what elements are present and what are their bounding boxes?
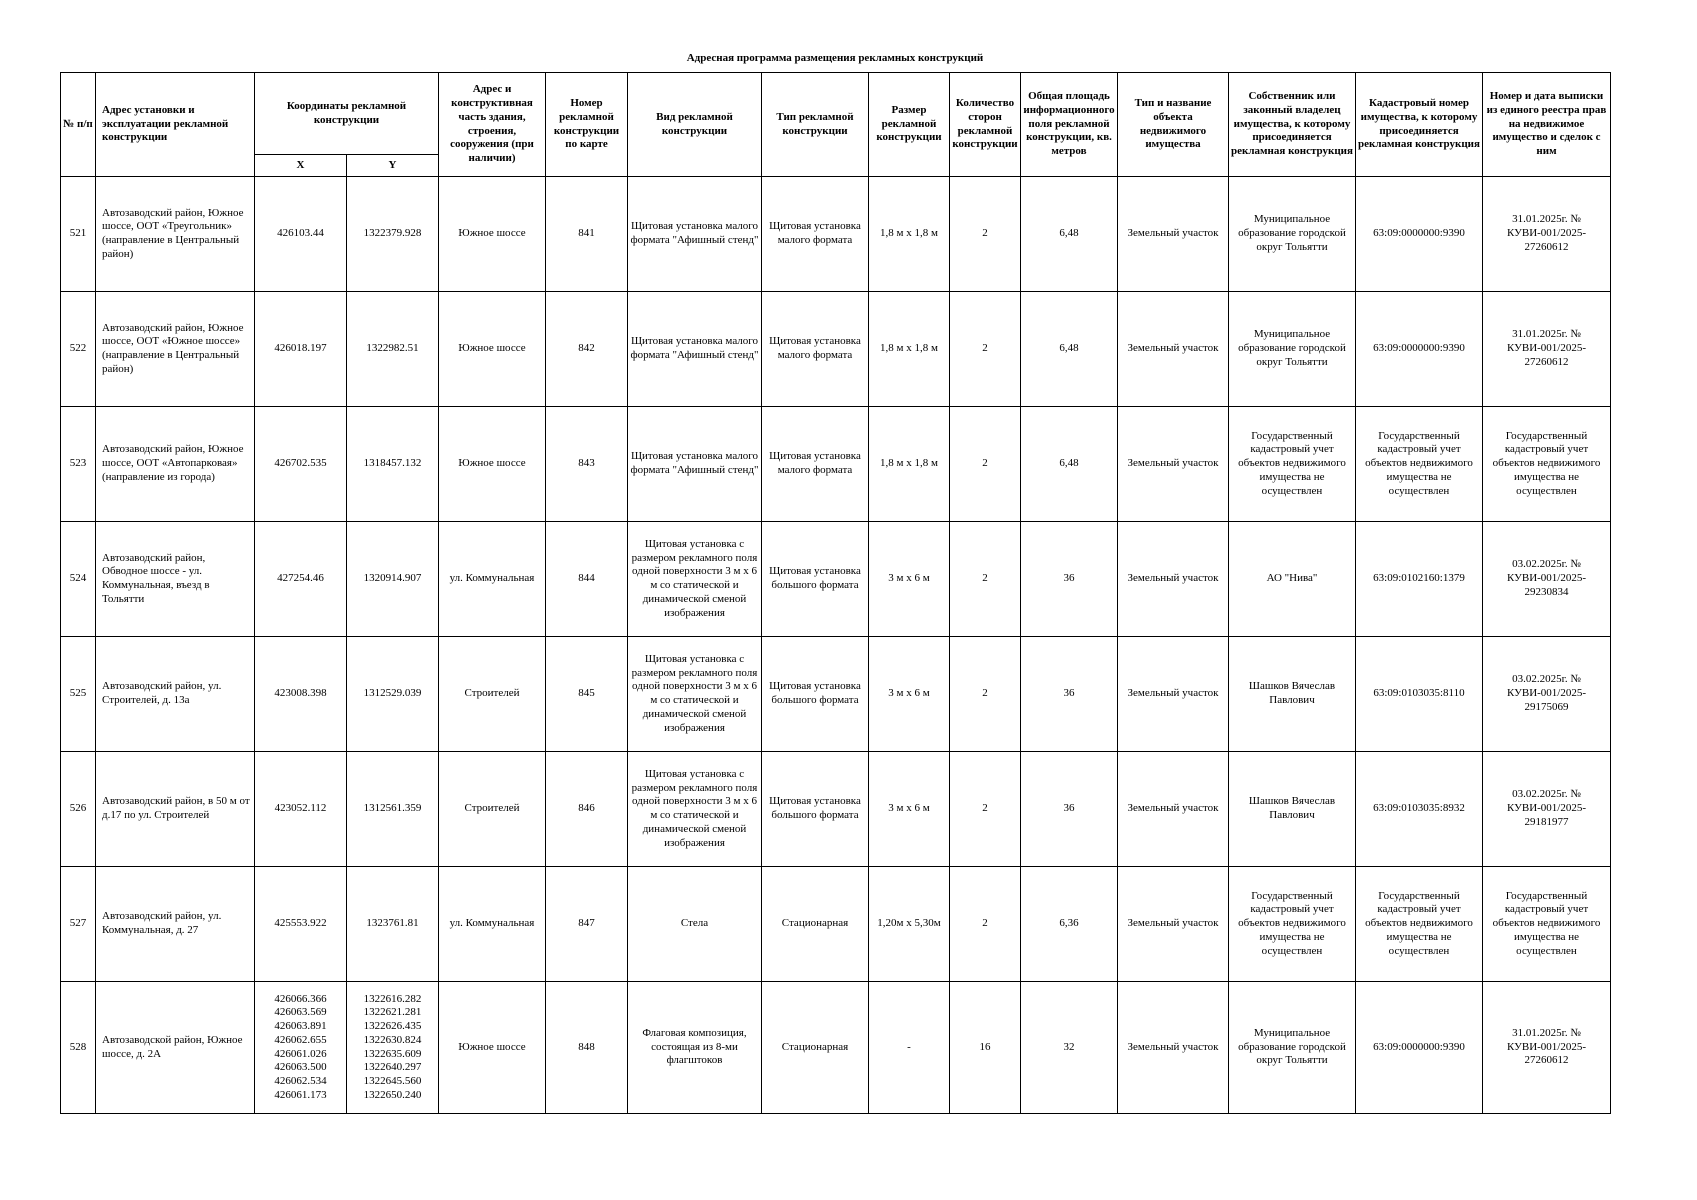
cell-cadastre: 63:09:0000000:9390	[1356, 982, 1483, 1114]
header-map-number: Номер рекламной конструкции по карте	[546, 73, 628, 177]
cell-owner: Муниципальное образование городской округ Тольятти	[1229, 982, 1356, 1114]
cell-num: 524	[61, 522, 96, 637]
cell-size: 1,8 м х 1,8 м	[869, 177, 950, 292]
coordinate-value: 1312529.039	[363, 687, 422, 700]
cell-x	[255, 867, 347, 982]
cell-cadastre: 63:09:0103035:8110	[1356, 637, 1483, 752]
coordinate-value: 426066.366	[274, 992, 327, 1005]
table-row	[61, 407, 1611, 522]
ad-program-table	[60, 72, 1611, 1114]
cell-x	[255, 407, 347, 522]
cell-object: Земельный участок	[1118, 982, 1229, 1114]
table-row	[61, 982, 1611, 1114]
cell-owner: Муниципальное образование городской округ Тольятти	[1229, 177, 1356, 292]
cell-map-number: 844	[546, 522, 628, 637]
cell-size: 3 м х 6 м	[869, 637, 950, 752]
cell-map-number: 848	[546, 982, 628, 1114]
cell-num: 521	[61, 177, 96, 292]
cell-size: 1,8 м х 1,8 м	[869, 292, 950, 407]
cell-sides: 2	[950, 522, 1021, 637]
cell-address: Автозаводский район, Южное шоссе, ООТ «Автопарковая» (направление из города)	[96, 407, 255, 522]
table-row	[61, 867, 1611, 982]
cell-building: Южное шоссе	[439, 292, 546, 407]
header-coords: Координаты рекламной конструкции	[255, 73, 439, 155]
cell-kind: Флаговая композиция, состоящая из 8-ми флагштоков	[628, 982, 762, 1114]
cell-num: 526	[61, 752, 96, 867]
cell-x	[255, 522, 347, 637]
cell-y	[347, 982, 439, 1114]
cell-object: Земельный участок	[1118, 407, 1229, 522]
cell-sides: 2	[950, 752, 1021, 867]
header-size: Размер рекламной конструкции	[869, 73, 950, 177]
cell-kind: Щитовая установка с размером рекламного поля одной поверхности 3 м х 6 м со статической и динамической сменой изображения	[628, 752, 762, 867]
cell-address: Автозаводской район, Южное шоссе, д. 2А	[96, 982, 255, 1114]
cell-type: Щитовая установка малого формата	[762, 407, 869, 522]
cell-area: 6,48	[1021, 292, 1118, 407]
header-address: Адрес установки и эксплуатации рекламной конструкции	[96, 73, 255, 177]
cell-map-number: 847	[546, 867, 628, 982]
coordinate-value: 423008.398	[274, 687, 327, 700]
cell-num: 527	[61, 867, 96, 982]
coordinate-value: 426018.197	[274, 342, 327, 355]
cell-address: Автозаводский район, в 50 м от д.17 по ул. Строителей	[96, 752, 255, 867]
cell-cadastre: 63:09:0103035:8932	[1356, 752, 1483, 867]
cell-x	[255, 982, 347, 1114]
coordinate-value: 1322640.297	[363, 1061, 422, 1074]
cell-cadastre: 63:09:0000000:9390	[1356, 177, 1483, 292]
cell-area: 36	[1021, 752, 1118, 867]
cell-building: Строителей	[439, 637, 546, 752]
coordinate-value: 426063.500	[274, 1061, 327, 1074]
table-row	[61, 637, 1611, 752]
coordinate-value: 1322982.51	[366, 342, 419, 355]
coordinate-value: 1320914.907	[363, 572, 422, 585]
coordinate-value: 1322379.928	[363, 227, 422, 240]
cell-y	[347, 292, 439, 407]
cell-building: ул. Коммунальная	[439, 522, 546, 637]
cell-type: Щитовая установка большого формата	[762, 752, 869, 867]
table-row	[61, 752, 1611, 867]
cell-object: Земельный участок	[1118, 292, 1229, 407]
coordinate-value: 426063.891	[274, 1020, 327, 1032]
header-cadastre: Кадастровый номер имущества, к которому присоединяется рекламная конструкция	[1356, 73, 1483, 177]
cell-object: Земельный участок	[1118, 867, 1229, 982]
cell-object: Земельный участок	[1118, 522, 1229, 637]
cell-address: Автозаводский район, ул. Коммунальная, д. 27	[96, 867, 255, 982]
cell-building: ул. Коммунальная	[439, 867, 546, 982]
cell-y	[347, 867, 439, 982]
header-object: Тип и название объекта недвижимого имущества	[1118, 73, 1229, 177]
cell-kind: Щитовая установка малого формата "Афишный стенд"	[628, 177, 762, 292]
coordinate-value: 426061.026	[274, 1047, 327, 1060]
cell-kind: Щитовая установка малого формата "Афишный стенд"	[628, 407, 762, 522]
document-title: Адресная программа размещения рекламных конструкций	[686, 52, 984, 64]
cell-kind: Щитовая установка с размером рекламного поля одной поверхности 3 м х 6 м со статической и динамической сменой изображения	[628, 522, 762, 637]
cell-object: Земельный участок	[1118, 177, 1229, 292]
cell-cadastre: 63:09:0102160:1379	[1356, 522, 1483, 637]
cell-area: 6,48	[1021, 177, 1118, 292]
cell-sides: 16	[950, 982, 1021, 1114]
cell-registry: 31.01.2025г. № КУВИ-001/2025-27260612	[1483, 292, 1611, 407]
cell-area: 36	[1021, 522, 1118, 637]
cell-map-number: 846	[546, 752, 628, 867]
cell-kind: Стела	[628, 867, 762, 982]
coordinate-value: 1312561.359	[363, 802, 422, 815]
coordinate-value: 426062.655	[274, 1033, 327, 1046]
coordinate-value: 425553.922	[274, 917, 327, 930]
cell-num: 523	[61, 407, 96, 522]
cell-type: Щитовая установка большого формата	[762, 637, 869, 752]
cell-cadastre: Государственный кадастровый учет объектов недвижимого имущества не осуществлен	[1356, 407, 1483, 522]
coordinate-value: 1322645.560	[363, 1075, 422, 1087]
cell-y	[347, 407, 439, 522]
cell-address: Автозаводский район, Обводное шоссе - ул. Коммунальная, въезд в Тольятти	[96, 522, 255, 637]
cell-size: 1,8 м х 1,8 м	[869, 407, 950, 522]
table-row	[61, 177, 1611, 292]
cell-kind: Щитовая установка с размером рекламного поля одной поверхности 3 м х 6 м со статической и динамической сменой изображения	[628, 637, 762, 752]
coordinate-value: 1322621.281	[363, 1006, 422, 1019]
cell-building: Строителей	[439, 752, 546, 867]
cell-y	[347, 522, 439, 637]
cell-sides: 2	[950, 292, 1021, 407]
cell-area: 6,36	[1021, 867, 1118, 982]
cell-sides: 2	[950, 177, 1021, 292]
coordinate-value: 426702.535	[274, 457, 327, 470]
cell-type: Щитовая установка малого формата	[762, 177, 869, 292]
coordinate-value: 1322650.240	[363, 1088, 422, 1101]
coordinate-value: 1322630.824	[363, 1033, 422, 1046]
cell-map-number: 845	[546, 637, 628, 752]
coordinate-value: 426103.44	[277, 227, 324, 240]
cell-owner: Шашков Вячеслав Павлович	[1229, 637, 1356, 752]
coordinate-value: 1323761.81	[366, 917, 419, 930]
header-sides: Количество сторон рекламной конструкции	[950, 73, 1021, 177]
cell-owner: Государственный кадастровый учет объектов недвижимого имущества не осуществлен	[1229, 407, 1356, 522]
cell-area: 6,48	[1021, 407, 1118, 522]
coordinate-value: 426062.534	[274, 1075, 327, 1087]
coordinate-value: 1322616.282	[363, 992, 422, 1005]
cell-registry: 31.01.2025г. № КУВИ-001/2025-27260612	[1483, 982, 1611, 1114]
cell-x	[255, 752, 347, 867]
cell-y	[347, 637, 439, 752]
cell-type: Щитовая установка большого формата	[762, 522, 869, 637]
cell-sides: 2	[950, 407, 1021, 522]
cell-registry: Государственный кадастровый учет объектов недвижимого имущества не осуществлен	[1483, 407, 1611, 522]
cell-owner: Муниципальное образование городской округ Тольятти	[1229, 292, 1356, 407]
cell-x	[255, 292, 347, 407]
cell-type: Стационарная	[762, 982, 869, 1114]
cell-num: 522	[61, 292, 96, 407]
cell-size: 3 м х 6 м	[869, 522, 950, 637]
cell-cadastre: 63:09:0000000:9390	[1356, 292, 1483, 407]
cell-type: Стационарная	[762, 867, 869, 982]
cell-y	[347, 177, 439, 292]
cell-size: -	[869, 982, 950, 1114]
cell-map-number: 841	[546, 177, 628, 292]
table-row	[61, 522, 1611, 637]
coordinate-value: 427254.46	[277, 572, 324, 585]
header-kind: Вид рекламной конструкции	[628, 73, 762, 177]
coordinate-value: 426061.173	[274, 1088, 327, 1101]
cell-x	[255, 637, 347, 752]
cell-x	[255, 177, 347, 292]
coordinate-value: 1318457.132	[363, 457, 422, 470]
header-type: Тип рекламной конструкции	[762, 73, 869, 177]
cell-registry: 31.01.2025г. № КУВИ-001/2025-27260612	[1483, 177, 1611, 292]
coordinate-value: 426063.569	[274, 1006, 327, 1019]
cell-area: 36	[1021, 637, 1118, 752]
cell-map-number: 843	[546, 407, 628, 522]
cell-sides: 2	[950, 637, 1021, 752]
cell-object: Земельный участок	[1118, 637, 1229, 752]
header-num: № п/п	[61, 73, 96, 177]
cell-sides: 2	[950, 867, 1021, 982]
cell-size: 1,20м х 5,30м	[869, 867, 950, 982]
header-y: Y	[347, 155, 439, 177]
cell-area: 32	[1021, 982, 1118, 1114]
cell-registry: 03.02.2025г. № КУВИ-001/2025-29181977	[1483, 752, 1611, 867]
cell-registry: Государственный кадастровый учет объектов недвижимого имущества не осуществлен	[1483, 867, 1611, 982]
coordinate-value: 1322626.435	[363, 1020, 422, 1032]
table-body	[61, 177, 1611, 1114]
cell-owner: АО "Нива"	[1229, 522, 1356, 637]
header-area: Общая площадь информационного поля рекламной конструкции, кв. метров	[1021, 73, 1118, 177]
cell-building: Южное шоссе	[439, 982, 546, 1114]
cell-address: Автозаводский район, Южное шоссе, ООТ «Южное шоссе» (направление в Центральный район)	[96, 292, 255, 407]
table-row	[61, 292, 1611, 407]
header-registry: Номер и дата выписки из единого реестра прав на недвижимое имущество и сделок с ним	[1483, 73, 1611, 177]
coordinate-value: 423052.112	[274, 802, 327, 815]
cell-map-number: 842	[546, 292, 628, 407]
cell-num: 528	[61, 982, 96, 1114]
coordinate-value: 1322635.609	[363, 1047, 422, 1060]
cell-building: Южное шоссе	[439, 407, 546, 522]
cell-owner: Государственный кадастровый учет объектов недвижимого имущества не осуществлен	[1229, 867, 1356, 982]
cell-kind: Щитовая установка малого формата "Афишный стенд"	[628, 292, 762, 407]
header-owner: Собственник или законный владелец имущества, к которому присоединяется рекламная конструкция	[1229, 73, 1356, 177]
cell-num: 525	[61, 637, 96, 752]
cell-registry: 03.02.2025г. № КУВИ-001/2025-29175069	[1483, 637, 1611, 752]
cell-building: Южное шоссе	[439, 177, 546, 292]
cell-address: Автозаводский район, ул. Строителей, д. 13а	[96, 637, 255, 752]
cell-registry: 03.02.2025г. № КУВИ-001/2025-29230834	[1483, 522, 1611, 637]
cell-address: Автозаводский район, Южное шоссе, ООТ «Треугольник» (направление в Центральный район)	[96, 177, 255, 292]
cell-type: Щитовая установка малого формата	[762, 292, 869, 407]
cell-y	[347, 752, 439, 867]
header-x: X	[255, 155, 347, 177]
cell-size: 3 м х 6 м	[869, 752, 950, 867]
header-building: Адрес и конструктивная часть здания, строения, сооружения (при наличии)	[439, 73, 546, 177]
cell-cadastre: Государственный кадастровый учет объектов недвижимого имущества не осуществлен	[1356, 867, 1483, 982]
cell-object: Земельный участок	[1118, 752, 1229, 867]
cell-owner: Шашков Вячеслав Павлович	[1229, 752, 1356, 867]
